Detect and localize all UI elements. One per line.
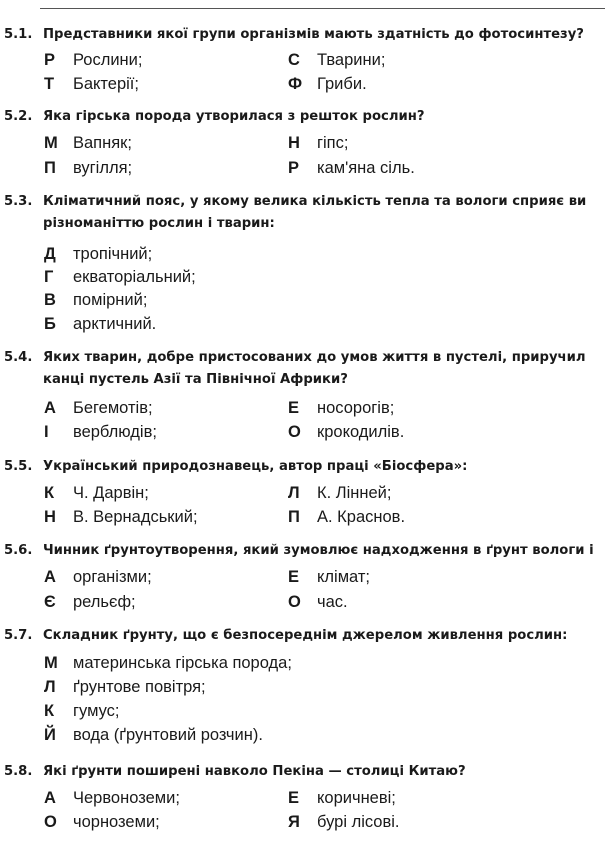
question-text: 5.7. Складник ґрунту, що є безпосереднім джерелом живлення рослин: [0,627,605,645]
question-number: 5.8. [4,764,33,779]
option[interactable]: С Тварини; [288,51,386,69]
option[interactable]: А організми; [44,568,152,586]
option[interactable]: Н В. Вернадський; [44,508,198,526]
question-number: 5.7. [4,628,33,643]
option[interactable]: І верблюдів; [44,423,157,441]
option[interactable]: Е коричневі; [288,789,396,807]
question-text: 5.4. Яких тварин, добре пристосованих до умов життя в пустелі, приручил [0,349,605,367]
option[interactable]: П вугілля; [44,159,133,177]
question-number: 5.6. [4,543,33,558]
option[interactable]: М Вапняк; [44,134,132,152]
question-text: 5.2. Яка гірська порода утворилася з решток рослин? [0,108,605,126]
option[interactable]: Е носорогів; [288,399,395,417]
option[interactable]: П А. Краснов. [288,508,406,526]
question-number: 5.2. [4,109,33,124]
option[interactable]: Ф Гриби. [288,75,367,93]
option[interactable]: Р Рослини; [44,51,143,69]
question-number: 5.5. [4,459,33,474]
option[interactable]: Т Бактерії; [44,75,139,93]
question-text-continued: різноманіттю рослин і тварин: [43,216,275,231]
option[interactable]: Л К. Лінней; [288,484,392,502]
option[interactable]: А Бегемотів; [44,399,153,417]
question-text: 5.5. Український природознавець, автор праці «Біосфера»: [0,458,605,476]
option[interactable]: Д тропічний; [44,245,153,263]
option[interactable]: А Червоноземи; [44,789,180,807]
question-text: 5.6. Чинник ґрунтоутворення, який зумовлює надходження в ґрунт вологи і [0,542,605,560]
question-number: 5.4. [4,350,33,365]
question-text: 5.1. Представники якої групи організмів мають здатність до фотосинтезу? [0,26,605,44]
question-text-continued: канці пустель Азії та Північної Африки? [43,372,348,387]
option[interactable]: Я бурі лісові. [288,813,400,831]
option[interactable]: Б арктичний. [44,315,157,333]
option[interactable]: В помірний; [44,291,148,309]
question-text: 5.3. Кліматичний пояс, у якому велика кількість тепла та вологи сприяє ви [0,193,605,211]
question-text: 5.8. Які ґрунти поширені навколо Пекіна — столиці Китаю? [0,763,605,781]
question-number: 5.1. [4,27,33,42]
option[interactable]: Й вода (ґрунтовий розчин). [44,726,263,744]
option[interactable]: Г екваторіальний; [44,268,196,286]
option[interactable]: Н гіпс; [288,134,349,152]
option[interactable]: О час. [288,593,348,611]
option[interactable]: О чорноземи; [44,813,160,831]
option[interactable]: К Ч. Дарвін; [44,484,149,502]
option[interactable]: Е клімат; [288,568,370,586]
top-rule [40,8,605,9]
option[interactable]: Є рельєф; [44,593,136,611]
option[interactable]: О крокодилів. [288,423,405,441]
option[interactable]: Р кам'яна сіль. [288,159,415,177]
option[interactable]: М материнська гірська порода; [44,654,292,672]
option[interactable]: Л ґрунтове повітря; [44,678,206,696]
option[interactable]: К гумус; [44,702,120,720]
question-number: 5.3. [4,194,33,209]
